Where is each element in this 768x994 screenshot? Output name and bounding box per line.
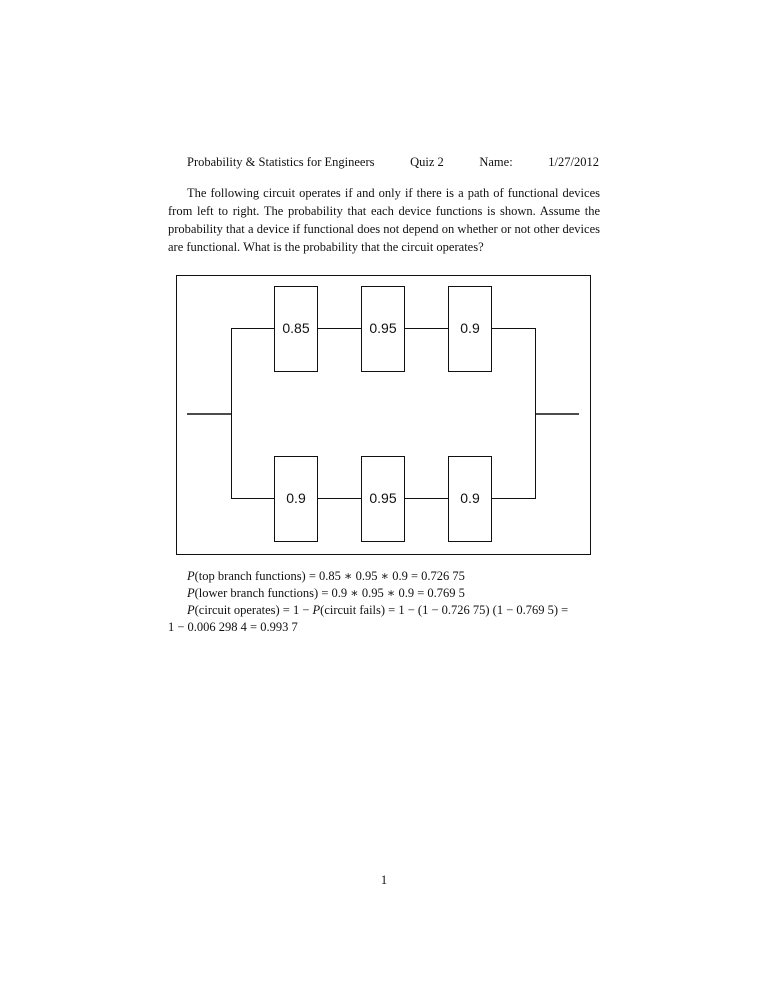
- prob-symbol: P: [312, 603, 321, 617]
- circuit-calc-a: (circuit operates) = 1 −: [194, 603, 313, 617]
- device-top-2-prob: 0.95: [369, 320, 397, 336]
- prob-symbol: P: [187, 586, 195, 600]
- prob-symbol: P: [187, 569, 195, 583]
- device-top-3-prob: 0.9: [460, 320, 480, 336]
- solution-line-top: [168, 568, 600, 585]
- solution-line-circuit: [168, 602, 600, 619]
- device-bottom-3-prob: 0.9: [460, 490, 480, 506]
- page-number: 1: [380, 873, 388, 887]
- circuit-calc-b: (circuit fails) = 1 − (1 − 0.726 75) (1 − 0.769 5) =: [320, 603, 569, 617]
- device-bottom-1-prob: 0.9: [286, 490, 306, 506]
- solution-line-lower: [168, 585, 600, 602]
- solution: [168, 568, 600, 636]
- solution-line-result: 1 − 0.006 298 4 = 0.993 7: [168, 620, 298, 634]
- prob-symbol: P: [187, 603, 195, 617]
- course-title: Probability & Statistics for Engineers: [187, 155, 375, 169]
- quiz-label: Quiz 2: [410, 155, 444, 169]
- name-label: Name:: [479, 155, 513, 169]
- top-branch-calc: (top branch functions) = 0.85 ∗ 0.95 ∗ 0.9 = 0.726 75: [194, 569, 465, 583]
- problem-statement: The following circuit operates if and only if there is a path of functional devices from left to right. The probability that each device functions is shown. Assume the probability that a device if functional does not depend on whether or not other devices are functional. What is the probability that the circuit operates?: [168, 186, 600, 254]
- quiz-date: 1/27/2012: [548, 155, 599, 169]
- device-bottom-2-prob: 0.95: [369, 490, 397, 506]
- device-top-1-prob: 0.85: [282, 320, 310, 336]
- lower-branch-calc: (lower branch functions) = 0.9 ∗ 0.95 ∗ 0.9 = 0.769 5: [194, 586, 465, 600]
